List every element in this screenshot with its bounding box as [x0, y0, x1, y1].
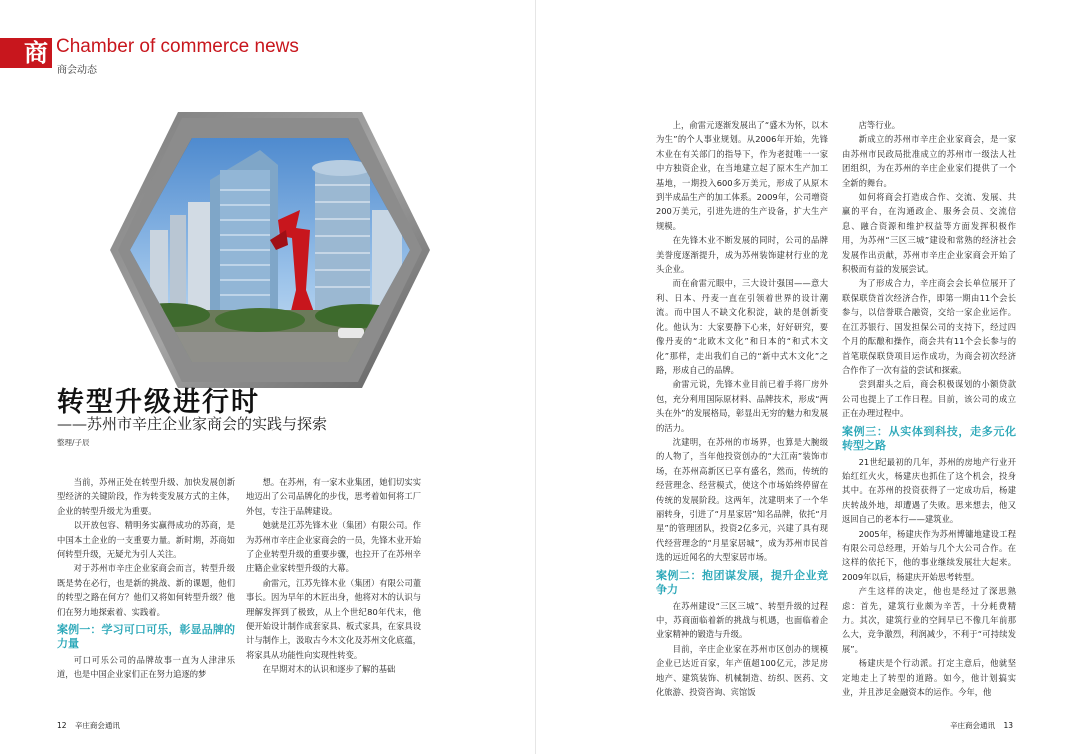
page-spine [535, 0, 536, 754]
paragraph: 产生这样的决定，他也是经过了深思熟虑：首先，建筑行业颇为辛苦，十分耗费精力。其次，建筑行业的空间早已不像几年前那么大，竞争激烈，利润减少，不利于“可持续发展”。 [842, 586, 1016, 654]
footer-left [57, 720, 120, 731]
page-number-left: 12 [57, 721, 67, 730]
text-column-2 [246, 475, 421, 677]
section-title: Chamber of commerce news [56, 36, 299, 57]
paragraph: 21世纪最初的几年，苏州的房地产行业开始红红火火，杨建庆也抓住了这个机会，投身其中。在苏州的投资获得了一定成功后，杨建庆转战外地，却遭遇了失败。思来想去，他又返回自己的老本行——建筑业。 [842, 456, 1016, 525]
paragraph: 而在俞雷元眼中，三大设计强国——意大利、日本、丹麦一直在引领着世界的设计潮流。而中国人不缺文化积淀，缺的是创新变化。他认为：大家要静下心来，好好研究，要像丹麦的“北欧木文化”和日本的“和式木文化”那样，走出我们自己的“新中式木文化”之路，形成自己的品牌。 [656, 278, 828, 375]
footer-publication-right: 辛庄商会通讯 [950, 721, 996, 730]
paragraph: 俞雷元，江苏先锋木业（集团）有限公司董事长。因为早年的木匠出身，他将对木的认识与理解发挥到了极致，从上个世纪80年代末，他便开始设计制作成套家具、板式家具，在家具设计与制作上，汲取古今木文化及苏州文化底蕴，将家具从功能性向实现性转变。 [246, 577, 421, 660]
paragraph: 沈建明，在苏州的市场界，也算是大腕级的人物了，当年他投资创办的“大江南”装饰市场，在苏州高新区已享有盛名，然而，传统的经营理念、经营模式，使这个市场始终停留在传统的发展阶段。这两年，沈建明来了一个华丽转身，引进了“月星家居”知名品牌，依托“月星”的管理团队，投资2亿多元，兴建了具有现代经营理念的“月星家居城”，成为苏州市民首选的远近闻名的大型家居市场。 [656, 436, 828, 563]
paragraph: 当前，苏州正处在转型升级、加快发展创新型经济的关键阶段，作为转变发展方式的主体，企业的转型升级尤为重要。 [57, 477, 235, 516]
case-heading: 案例一：学习可口可乐，彰显品牌的力量 [57, 623, 235, 651]
paragraph: 目前，辛庄企业家在苏州市区创办的规模企业已达近百家，年产值超100亿元，涉足房地产、建筑装饰、机械制造、纺织、医药、文化旅游、投资咨询、宾馆饭 [656, 643, 828, 698]
paragraph: 俞雷元说，先锋木业目前已着手将厂房外包，充分利用国际原材料、品牌技术，形成“两头在外”的发展格局，彰显出无穷的魅力和发展的活力。 [656, 379, 828, 433]
paragraph: 对于苏州市辛庄企业家商会而言，转型升级既是势在必行，也是新的挑战、新的课题，他们的转型之路在何方？他们又将如何转型升级？他们在努力地探索着、实践着。 [57, 563, 235, 617]
paragraph: 新成立的苏州市辛庄企业家商会，是一家由苏州市民政局批准成立的苏州市一级法人社团组织，为在苏州的辛庄企业家们提供了一个全新的舞台。 [842, 134, 1016, 188]
paragraph: 可口可乐公司的品牌故事一直为人津津乐道，也是中国企业家们正在努力追逐的梦 [57, 655, 235, 680]
paragraph: 尝到甜头之后，商会积极谋划的小额贷款公司也提上了工作日程。目前，该公司的成立正在办理过程中。 [842, 379, 1016, 419]
case-heading: 案例二：抱团谋发展，提升企业竞争力 [656, 568, 828, 596]
paragraph: 她就是江苏先锋木业（集团）有限公司。作为苏州市辛庄企业家商会的一员，先锋木业开始了企业转型升级的重要步骤，也拉开了在苏州辛庄籍企业家转型升级的大幕。 [246, 520, 421, 574]
paragraph: 以开放包容、精明务实赢得成功的苏商，是中国本土企业的一支重要力量。新时期，苏商如何转型升级，无疑尤为引人关注。 [57, 520, 235, 560]
article-title: 转型升级进行时 [57, 387, 260, 418]
left-page [0, 0, 535, 754]
page-number-right: 13 [1003, 721, 1013, 730]
text-column-4 [842, 118, 1016, 699]
section-logo: 商 [0, 38, 52, 68]
footer-right [950, 720, 1013, 731]
paragraph: 为了形成合力，辛庄商会会长单位展开了联保联贷首次经济合作，即第一期由11个会长参与，以信誉联合融资，交给一家企业运作。在江苏银行、国发担保公司的支持下，经过四个月的酝酿和操作，商会共有11个会长参与的首笔联保联贷项目运作成功，为商会初次经济合作作了一次有益的尝试和探索。 [842, 278, 1016, 375]
paragraph: 在苏州建设“三区三城”、转型升级的过程中，苏商面临着新的挑战与机遇，也面临着企业家精神的锻造与升级。 [656, 600, 828, 640]
hexagon-photo [110, 110, 430, 390]
paragraph: 2005年，杨建庆作为苏州博镛地建设工程有限公司总经理，开始与几个大公司合作。在这样的依托下，他的事业继续发展壮大起来。2009年以后，杨建庆开始思考转型。 [842, 528, 1016, 582]
paragraph: 杨建庆是个行动派。打定主意后，他就坚定地走上了转型的道路。如今，他计划搞实业，并且涉足金融资本的运作。今年，他 [842, 658, 1016, 698]
paragraph: 在早期对木的认识和逐步了解的基础 [262, 664, 396, 675]
paragraph: 在先锋木业不断发展的同时，公司的品牌美誉度逐渐提升，成为苏州装饰建材行业的龙头企业。 [656, 235, 828, 275]
footer-publication-left: 辛庄商会通讯 [74, 721, 120, 730]
text-column-3 [656, 118, 828, 699]
article-subtitle: ——苏州市辛庄企业家商会的实践与探索 [57, 415, 328, 433]
article-byline: 整理/子辰 [57, 438, 90, 447]
text-column-1 [57, 475, 235, 682]
section-subtitle: 商会动态 [57, 65, 97, 76]
paragraph: 店等行业。 [858, 120, 901, 130]
paragraph: 想。在苏州，有一家木业集团，她们切实实地迈出了公司品牌化的步伐，思考着如何将工厂外包，专注于品牌建设。 [246, 477, 421, 516]
case-heading: 案例三：从实体到科技，走多元化转型之路 [842, 424, 1016, 452]
paragraph: 上，俞雷元逐渐发展出了“盛木为怀，以木为生”的个人事业规划。从2006年开始，先锋木业在有关部门的指导下，作为老挝唯一一家中方独资企业，在当地建立起了原木生产加工基地，一期投入600多万美元，形成了从原木到半成品生产的加工体系。2009年，公司增资200万美元，引进先进的生产设备，扩大生产规模。 [656, 120, 828, 231]
paragraph: 如何将商会打造成合作、交流、发展、共赢的平台，在沟通政企、服务会员、交流信息、融合资源和维护权益等方面发挥积极作用，为苏州“三区三城”建设和常熟的经济社会发展作出贡献，苏州市辛庄企业家商会开始了积极而有益的发展尝试。 [842, 192, 1016, 275]
city-photo-illustration [110, 110, 430, 390]
